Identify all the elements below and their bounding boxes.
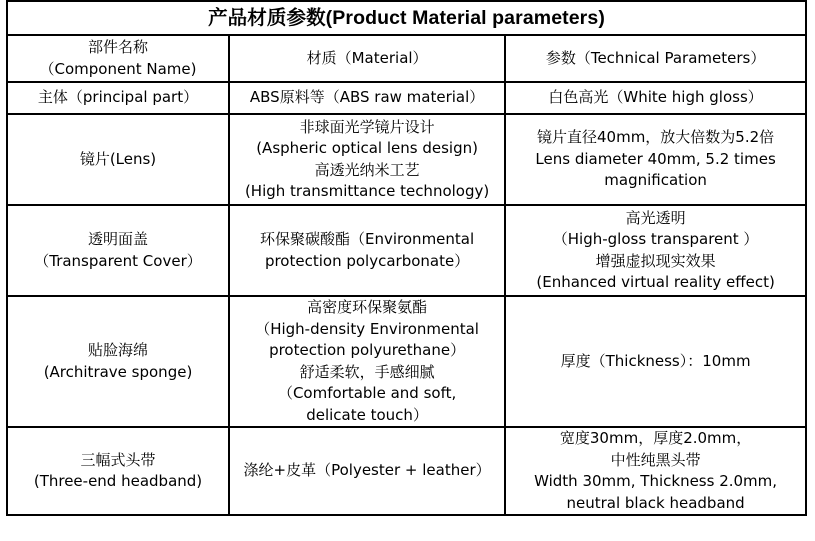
cell-line: 厚度（Thickness）：10mm xyxy=(560,351,751,370)
cell-line: (Enhanced virtual reality effect) xyxy=(536,273,775,291)
cell-line: （Transparent Cover） xyxy=(34,251,202,270)
cell-line: 主体（principal part） xyxy=(37,88,199,107)
cell-line: (Three-end headband) xyxy=(33,472,203,490)
cell-line: (Architrave sponge) xyxy=(43,362,193,381)
cell-line: 镜片直径40mm，放大倍数为5.2倍 xyxy=(537,128,775,147)
cell-line: delicate touch） xyxy=(306,405,428,424)
cell-line: (Aspheric optical lens design) xyxy=(256,139,478,157)
cell-line: protection polyurethane） xyxy=(269,341,466,359)
table-title-row xyxy=(7,1,806,35)
cell-line: Width 30mm, Thickness 2.0mm, xyxy=(534,472,778,490)
cell-parameters xyxy=(505,205,806,296)
cell-material xyxy=(229,427,505,515)
product-material-parameters-document xyxy=(6,0,807,530)
cell-component xyxy=(7,205,229,296)
table-row-lens xyxy=(7,114,806,205)
cell-line: 增强虚拟现实效果 xyxy=(595,251,716,270)
cell-line: 涤纶+皮革（Polyester + leather） xyxy=(243,461,491,480)
cell-material xyxy=(229,82,505,114)
table-row-transparent-cover xyxy=(7,205,806,296)
header-technical-parameters-label: 参数（Technical Parameters） xyxy=(545,48,766,67)
cell-parameters xyxy=(505,114,806,205)
cell-line: （High-density Environmental xyxy=(255,319,479,338)
cell-line: 镜片(Lens) xyxy=(79,149,157,168)
material-parameters-table xyxy=(6,0,807,516)
cell-line: 宽度30mm，厚度2.0mm， xyxy=(559,429,752,447)
cell-line: 贴脸海绵 xyxy=(87,341,148,359)
table-header-row xyxy=(7,35,806,82)
header-technical-parameters xyxy=(505,35,806,82)
cell-line: （High-gloss transparent ） xyxy=(552,230,759,248)
cell-line: protection polycarbonate） xyxy=(264,251,470,270)
table-row-architrave-sponge xyxy=(7,296,806,427)
cell-line: 中性纯黑头带 xyxy=(610,450,701,469)
cell-line: 三幅式头带 xyxy=(80,450,156,469)
header-component-name-zh: 部件名称 xyxy=(87,38,148,56)
cell-parameters xyxy=(505,82,806,114)
cell-line: Lens diameter 40mm, 5.2 times xyxy=(535,149,776,168)
cell-line: neutral black headband xyxy=(566,493,745,512)
cell-component xyxy=(7,427,229,515)
header-component-name xyxy=(7,35,229,82)
cell-line: 高密度环保聚氨酯 xyxy=(307,298,428,316)
cell-component xyxy=(7,82,229,114)
cell-line: 透明面盖 xyxy=(87,230,148,248)
cell-line: 舒适柔软，手感细腻 xyxy=(299,362,435,381)
table-row-three-end-headband xyxy=(7,427,806,515)
header-material-label: 材质（Material） xyxy=(306,48,428,67)
header-material xyxy=(229,35,505,82)
cell-line: （Comfortable and soft, xyxy=(277,384,457,402)
cell-line: 高光透明 xyxy=(625,208,686,227)
table-title: 产品材质参数(Product Material parameters) xyxy=(7,1,806,35)
cell-line: ABS原料等（ABS raw material） xyxy=(249,88,485,107)
cell-parameters xyxy=(505,296,806,427)
cell-line: 非球面光学镜片设计 xyxy=(299,117,435,136)
header-component-name-en: （Component Name) xyxy=(39,59,197,78)
table-row-principal-part xyxy=(7,82,806,114)
cell-material xyxy=(229,114,505,205)
cell-line: 高透光纳米工艺 xyxy=(314,160,420,179)
cell-material xyxy=(229,205,505,296)
cell-material xyxy=(229,296,505,427)
cell-component xyxy=(7,114,229,205)
cell-line: 环保聚碳酸酯（Environmental xyxy=(260,230,475,248)
cell-component xyxy=(7,296,229,427)
cell-line: magnification xyxy=(604,171,707,190)
cell-line: 白色高光（White high gloss） xyxy=(548,88,763,107)
cell-line: (High transmittance technology) xyxy=(244,182,490,200)
cell-parameters xyxy=(505,427,806,515)
